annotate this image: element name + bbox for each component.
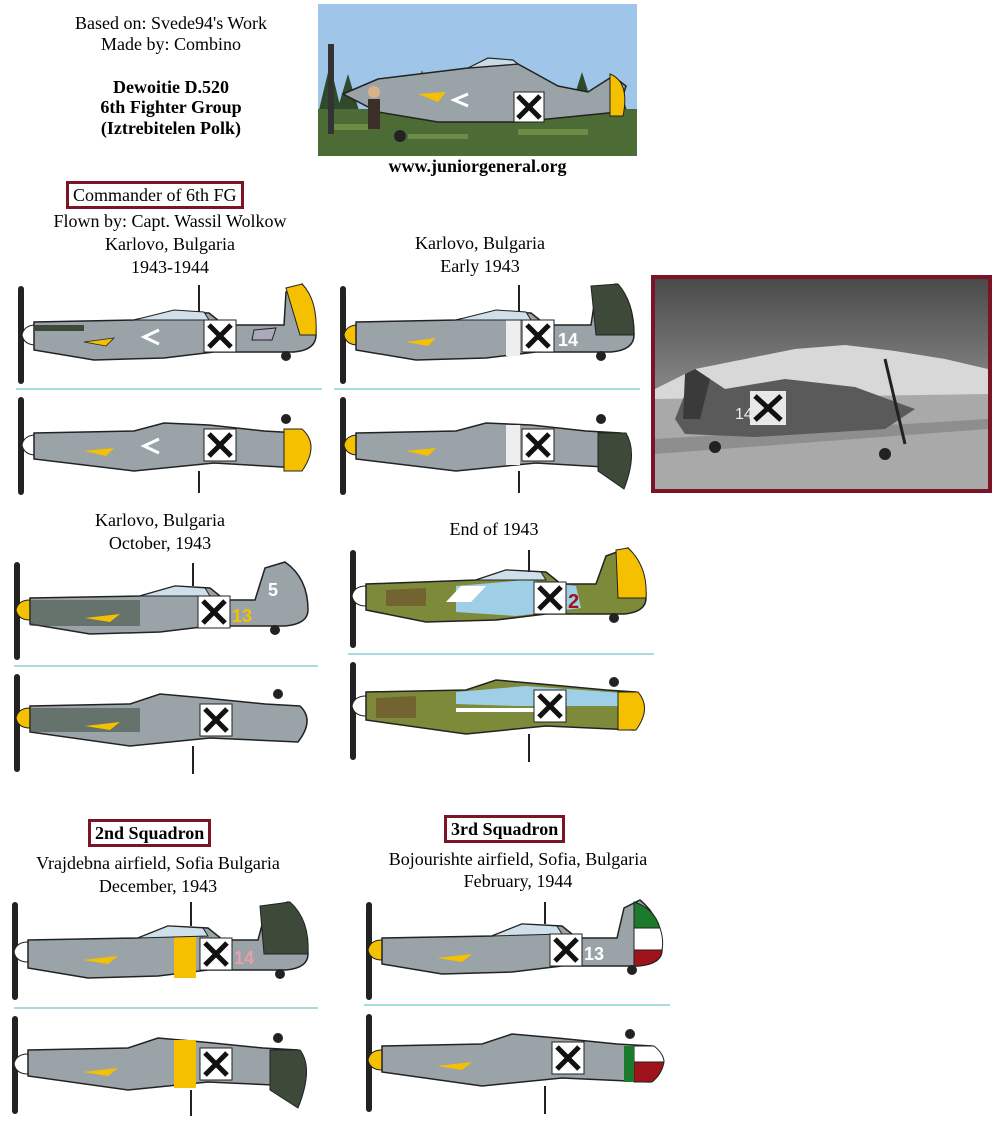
aircraft-number: 2: [568, 591, 580, 613]
aircraft-profile-early43-side: [336, 280, 641, 390]
title-model: Dewoitie D.520: [113, 77, 229, 97]
commander-pilot-line: Flown by: Capt. Wassil Wolkow: [53, 211, 287, 231]
aircraft-number: 14: [234, 948, 255, 968]
sq3-date-line: February, 1944: [463, 871, 573, 891]
title-group: 6th Fighter Group: [100, 97, 242, 117]
aircraft-profile-sq3-top: [362, 1010, 667, 1120]
sq3-section-label: 3rd Squadron: [444, 815, 565, 843]
aircraft-profile-end43-top: [346, 658, 651, 768]
sq2-location-line: Vrajdebna airfield, Sofia Bulgaria: [36, 853, 280, 873]
header-banner-illustration: [318, 4, 637, 156]
early43-date-line: Early 1943: [440, 256, 520, 276]
oct43-date-line: October, 1943: [108, 533, 212, 553]
sq2-date-line: December, 1943: [98, 876, 218, 896]
photo-aircraft-number: 14: [735, 406, 753, 423]
aircraft-profile-oct43-top: [10, 670, 315, 780]
aircraft-profile-early43-top: [336, 393, 641, 503]
tail-number: 5: [268, 580, 279, 600]
aircraft-profile-sq2-side: [8, 898, 313, 1008]
credits-made-by: Made by: Combino: [101, 34, 241, 54]
end43-date-line: End of 1943: [449, 519, 539, 539]
credits-based-on: Based on: Svede94's Work: [75, 13, 267, 33]
aircraft-profile-commander-top: [14, 393, 319, 503]
commander-section-label: Commander of 6th FG: [66, 181, 244, 209]
aircraft-profile-oct43-side: [10, 558, 315, 668]
aircraft-number: 14: [558, 330, 579, 350]
title-subtitle: (Iztrebitelen Polk): [100, 118, 242, 138]
aircraft-profile-end43-side: [346, 546, 651, 656]
aircraft-number: 13: [584, 944, 605, 964]
website-label: www.juniorgeneral.org: [388, 156, 567, 176]
aircraft-number: 13: [232, 606, 253, 626]
sq2-section-label: 2nd Squadron: [88, 819, 211, 847]
aircraft-profile-commander-side: [14, 280, 319, 390]
sq3-location-line: Bojourishte airfield, Sofia, Bulgaria: [388, 849, 648, 869]
commander-date-line: 1943-1944: [131, 257, 209, 277]
aircraft-profile-sq2-top: [8, 1012, 313, 1122]
commander-location-line: Karlovo, Bulgaria: [105, 234, 235, 254]
historical-photo: [651, 275, 992, 493]
oct43-location-line: Karlovo, Bulgaria: [95, 510, 225, 530]
early43-location-line: Karlovo, Bulgaria: [415, 233, 545, 253]
aircraft-profile-sq3-side: [362, 898, 667, 1008]
